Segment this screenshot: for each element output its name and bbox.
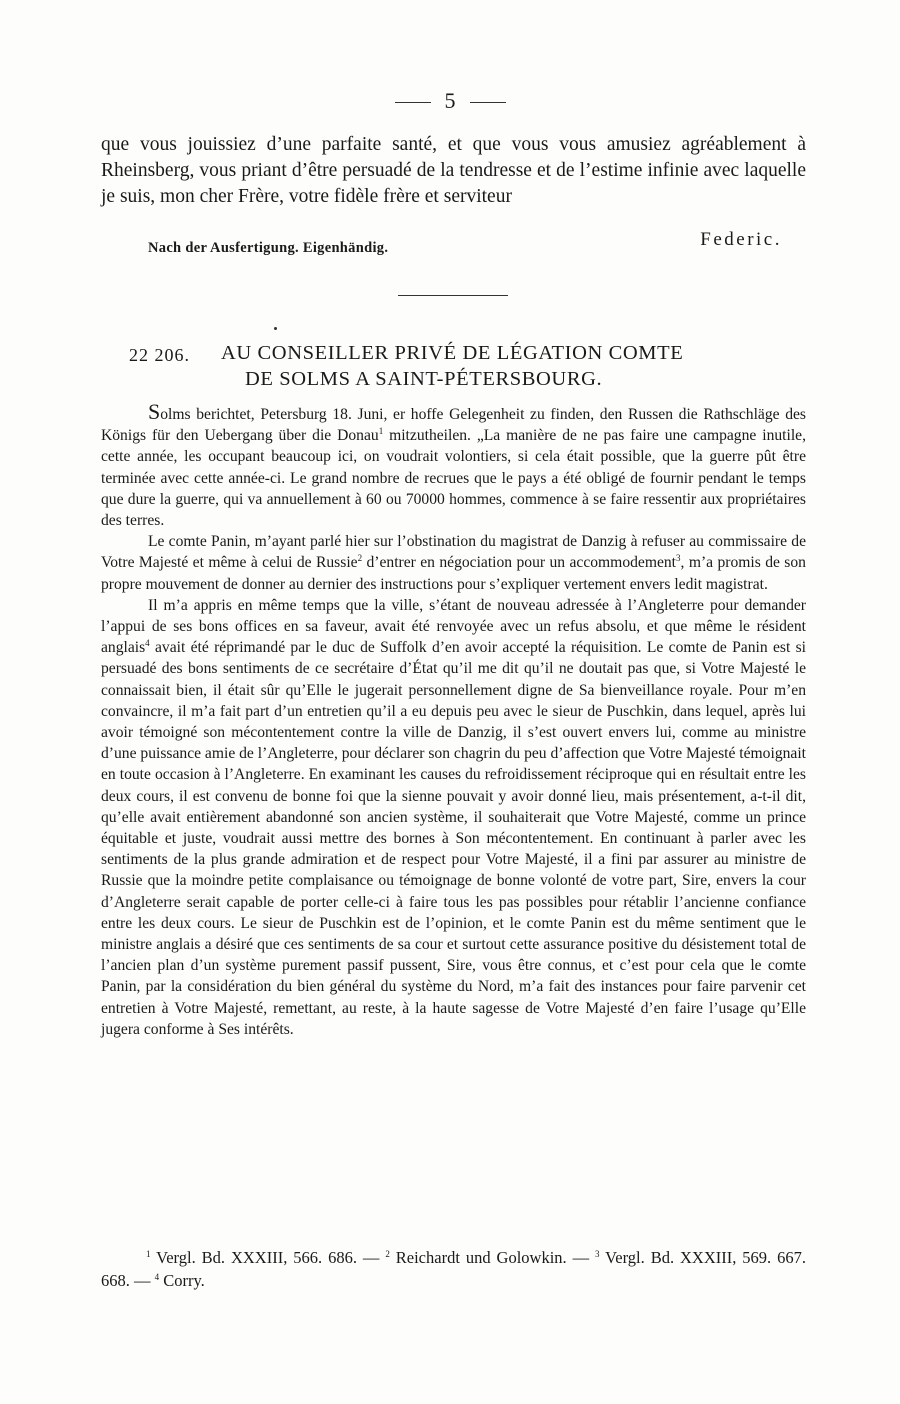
body-p1-text-a: olms berichtet, Petersburg 18. Juni, er hoffe Gelegenheit zu finden, den Russen die Rathschläge des Königs für den Uebergang über die Donau xyxy=(101,406,806,445)
body-p3-text-b: avait été réprimandé par le duc de Suffolk d’en avoir accepté la réquisition. Le comte de Panin est si persuadé des bons sentiments de ce secrétaire d’État qu’il me dit qu’il ne doutait pas que, si Votre Majesté le connaissait bien, il était sûr qu’Elle le jugerait personnellement digne de Sa bienveillance royale. Pour m’en convaincre, il m’a fait part d’un entretien qu’il a eu depuis peu avec le sieur de Puschkin, dans lequel, après lui avoir témoigné son mécontentement contre la ville de Danzig, il s’est ouvert envers lui, comme au ministre d’une puissance amie de l’Angleterre, pour déclarer son chagrin du peu d’affection que Votre Majesté témoignait en toute occasion à l’Angleterre. En examinant les causes du refroidissement réciproque qui en résultait entre les deux cours, il est convenu de bonne foi que la sienne pouvait y avoir donné lieu, mais présentement, a-t-il dit, qu’elle avait entièrement abandonné son ancien système, il souhaiterait que Votre Majesté, comme un prince équitable et juste, voudrait aussi mettre des bornes à Son mécontentement. En continuant à parler avec les sentiments de la plus grande admiration et de respect pour Votre Majesté, il a fini par assurer au ministre de Russie que la moindre petite complaisance ou témoignage de bonne volonté de votre part, Sire, envers la cour d’Angleterre serait capable de porter celle-ci à faire tous les pas possibles pour rétablir l’ancienne confiance entre les deux cours. Le sieur de Puschkin est de l’opinion, et le comte Panin est du même sentiment que le ministre anglais a désiré que ces sentiments de sa cour et surtout cette assurance positive du désistement total de l’ancien plan d’un système purement passif pussent, Sire, vous être connus, et c’est pour cela que le comte Panin, par la considération du bien général du système du Nord, m’a fait des instances pour faire parvenir cet entretien à Votre Majesté, remettant, au reste, à la haute sagesse de Votre Majesté d’en faire l’usage qu’Elle jugera conforme à Ses intérêts. xyxy=(101,639,806,1038)
page-number-value: 5 xyxy=(444,88,456,113)
body-paragraph-1 xyxy=(101,399,806,531)
footnote-text-3: Vergl. Bd. XXXIII, 569. 667. 668. — xyxy=(101,1248,806,1290)
stray-dot xyxy=(274,327,277,330)
footnote-text-2: Reichardt und Golowkin. — xyxy=(389,1248,596,1267)
page-number-dash-right xyxy=(470,102,506,103)
source-note: Nach der Ausfertigung. Eigenhändig. xyxy=(148,240,389,256)
body-paragraph-2 xyxy=(101,531,806,595)
footnote-line xyxy=(101,1246,806,1292)
page-number xyxy=(0,88,900,114)
page-number-dash-left xyxy=(395,102,431,103)
body-p1-text-b: mitzutheilen. „La manière de ne pas faire une campagne inutile, cette année, les occupant beaucoup ici, on voudrait volontiers, si cela était possible, que la guerre pût être terminée avec cette année-ci. Le grand nombre de recrues que le pays a été obligé de fournir pendant le temps que dure la guerre, qui va annuellement à 60 ou 70000 hommes, commence à se faire ressentir aux propriétaires des terres. xyxy=(101,427,806,530)
footnote-ref-4: 4 xyxy=(145,638,150,649)
body-p2-text-c: , m’a promis de son propre mouvement de donner au dernier des instructions pour s’expliquer vertement envers ledit magistrat. xyxy=(101,554,806,593)
body-p3-text-a: Il m’a appris en même temps que la ville, s’étant de nouveau adressée à l’Angleterre pour demander l’appui de ses bons offices en sa faveur, avait été renvoyée avec un refus absolu, et que même le résident anglais xyxy=(101,596,806,657)
footnote-num-3: 3 xyxy=(595,1249,600,1259)
footnote-ref-2: 2 xyxy=(357,553,363,564)
heading-line-1: AU CONSEILLER PRIVÉ DE LÉGATION COMTE xyxy=(221,342,684,364)
heading-line-2: DE SOLMS A SAINT-PÉTERSBOURG. xyxy=(245,368,603,390)
lead-paragraph: que vous jouissiez d’une parfaite santé, et que vous vous amusiez agréablement à Rheinsberg, vous priant d’être persuadé de la tendresse et de l’estime infinie avec laquelle je suis, mon cher Frère, votre fidèle frère et serviteur xyxy=(101,134,806,207)
footnote-ref-3: 3 xyxy=(676,553,681,564)
footnotes xyxy=(101,1246,806,1292)
footnote-text-1: Vergl. Bd. XXXIII, 566. 686. — xyxy=(150,1248,386,1267)
signature: Federic. xyxy=(700,229,782,250)
body-paragraph-3 xyxy=(101,595,806,1040)
body-p2-text-a: Le comte Panin, m’ayant parlé hier sur l’obstination du magistrat de Danzig à refuser au commissaire de Votre Majesté et même à celui de Russie xyxy=(101,533,806,572)
footnote-num-1: 1 xyxy=(146,1249,151,1259)
section-divider xyxy=(398,295,508,296)
document-number: 22 206. xyxy=(129,345,190,365)
footnote-ref-1: 1 xyxy=(378,426,384,437)
body-p2-text-b: d’entrer en négociation pour un accommodement xyxy=(362,554,677,572)
footnote-num-2: 2 xyxy=(385,1249,390,1259)
footnote-num-4: 4 xyxy=(154,1272,160,1282)
initial-letter: S xyxy=(148,399,161,424)
footnote-text-4: Corry. xyxy=(159,1271,205,1290)
letter-body xyxy=(101,399,806,1040)
